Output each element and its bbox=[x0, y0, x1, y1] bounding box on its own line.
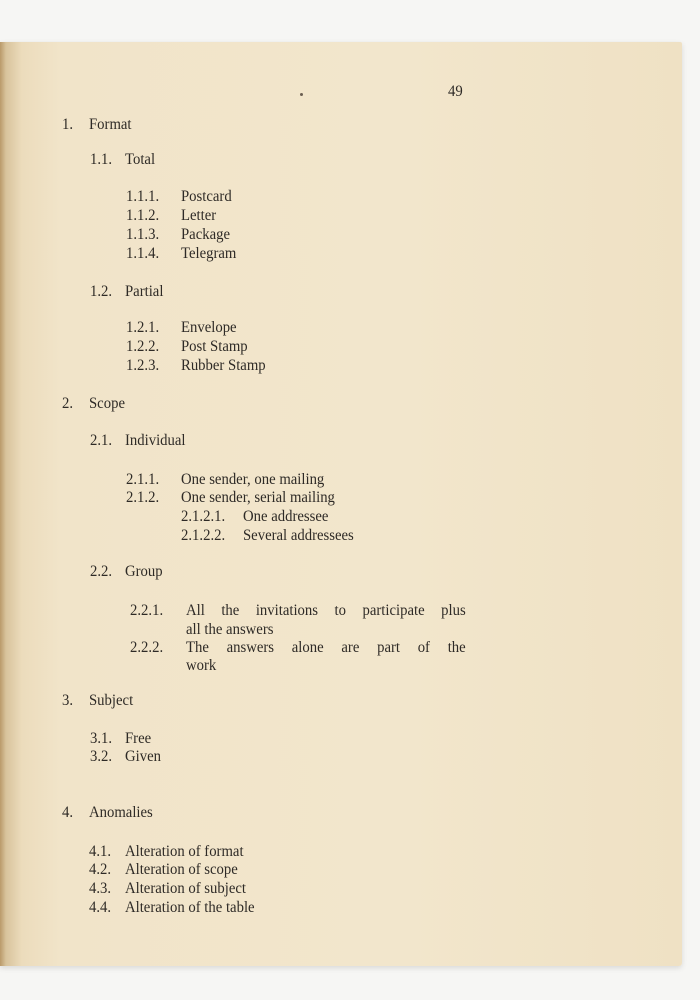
item-label: Post Stamp bbox=[181, 338, 248, 355]
section-number: 1. bbox=[62, 116, 74, 133]
subitem-number: 2.1.2.1. bbox=[181, 508, 226, 525]
subsection-number: 4.4. bbox=[89, 899, 112, 916]
subsection-number: 3.1. bbox=[90, 730, 113, 747]
subsection-heading: Group bbox=[125, 563, 163, 580]
subsection-heading: Partial bbox=[125, 283, 164, 300]
subsection-number: 4.2. bbox=[89, 861, 112, 878]
item-number: 2.1.1. bbox=[126, 471, 160, 488]
subsection-label: Alteration of format bbox=[125, 843, 244, 860]
subsection-number: 1.1. bbox=[90, 151, 113, 168]
item-number: 1.2.1. bbox=[126, 319, 160, 336]
subsection-number: 2.2. bbox=[90, 563, 113, 580]
subsection-number: 3.2. bbox=[90, 748, 113, 765]
section-number: 2. bbox=[62, 395, 74, 412]
item-label: Letter bbox=[181, 207, 217, 224]
subsection-number: 1.2. bbox=[90, 283, 113, 300]
subsection-label: Alteration of the table bbox=[125, 899, 255, 916]
book-page bbox=[0, 42, 682, 966]
subsection-label: Given bbox=[125, 748, 161, 765]
item-number: 1.1.4. bbox=[126, 245, 160, 262]
item-label: One sender, one mailing bbox=[181, 471, 325, 488]
item-number: 2.2.1. bbox=[130, 602, 164, 619]
item-label-line: work bbox=[186, 657, 217, 674]
item-label-line: All the invitations to participate plus bbox=[186, 602, 466, 619]
item-number: 1.1.3. bbox=[126, 226, 160, 243]
item-label-line: all the answers bbox=[186, 621, 274, 638]
section-heading: Format bbox=[89, 116, 132, 133]
section-heading: Scope bbox=[89, 395, 125, 412]
section-heading: Subject bbox=[89, 692, 134, 709]
subsection-heading: Total bbox=[125, 151, 156, 168]
subsection-heading: Individual bbox=[125, 432, 186, 449]
subsection-number: 4.1. bbox=[89, 843, 112, 860]
item-number: 1.2.2. bbox=[126, 338, 160, 355]
section-heading: Anomalies bbox=[89, 804, 153, 821]
subitem-number: 2.1.2.2. bbox=[181, 527, 226, 544]
item-number: 2.1.2. bbox=[126, 489, 160, 506]
item-label: One sender, serial mailing bbox=[181, 489, 335, 506]
item-number: 1.1.2. bbox=[126, 207, 160, 224]
section-number: 3. bbox=[62, 692, 74, 709]
item-number: 2.2.2. bbox=[130, 639, 164, 656]
subsection-label: Free bbox=[125, 730, 152, 747]
item-label: Rubber Stamp bbox=[181, 357, 266, 374]
subsection-number: 2.1. bbox=[90, 432, 113, 449]
subsection-label: Alteration of scope bbox=[125, 861, 238, 878]
item-label: Postcard bbox=[181, 188, 232, 205]
subsection-number: 4.3. bbox=[89, 880, 112, 897]
item-label-line: The answers alone are part of the bbox=[186, 639, 466, 656]
section-number: 4. bbox=[62, 804, 74, 821]
ink-speck bbox=[300, 93, 303, 96]
subitem-label: Several addressees bbox=[243, 527, 354, 544]
item-number: 1.2.3. bbox=[126, 357, 160, 374]
item-label: Envelope bbox=[181, 319, 237, 336]
item-label: Telegram bbox=[181, 245, 237, 262]
item-label: Package bbox=[181, 226, 231, 243]
subsection-label: Alteration of subject bbox=[125, 880, 246, 897]
item-number: 1.1.1. bbox=[126, 188, 160, 205]
page-number: 49 bbox=[448, 83, 463, 100]
subitem-label: One addressee bbox=[243, 508, 329, 525]
